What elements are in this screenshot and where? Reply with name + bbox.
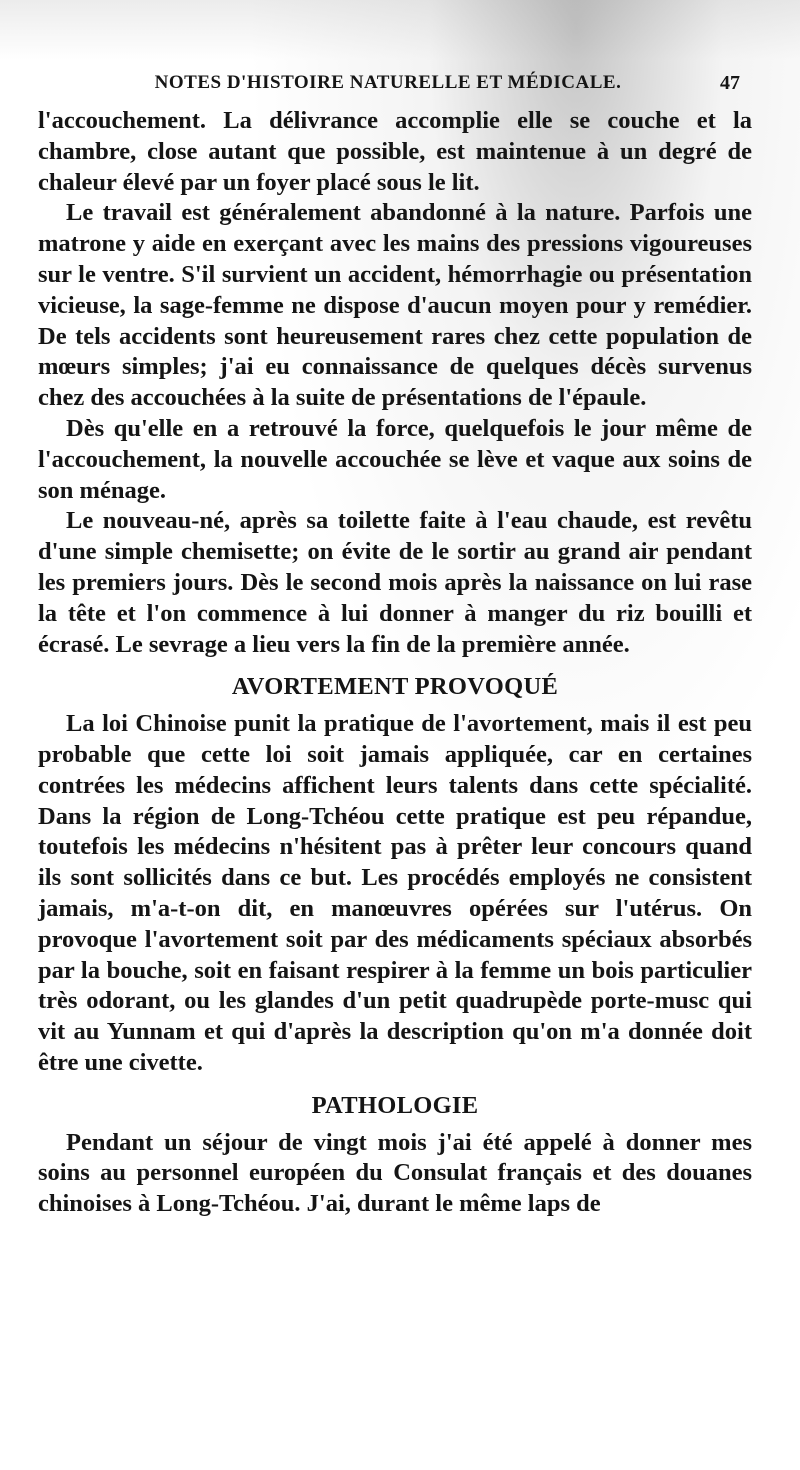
paragraph-avortement: La loi Chinoise punit la pratique de l'avortement, mais il est peu probable que cette loi soit jamais appliquée, car en certaines contrées les médecins affichent leurs talents dans cette spécialité. Dans la région de Long-Tchéou cette pratique est peu répandue, toutefois les médecins n'hésitent pas à prêter leur concours quand ils sont sollicités dans ce but. Les procédés employés ne consistent jamais, m'a-t-on dit, en manœuvres opérées sur l'utérus. On provoque l'avortement soit par des médicaments spéciaux absorbés par la bouche, soit en faisant respirer à la femme un bois particulier très odorant, ou les glandes d'un petit quadrupède porte-musc qui vit au Yunnam et qui d'après la description qu'on m'a donnée doit être une civette. <box>38 710 752 1076</box>
running-title: NOTES D'HISTOIRE NATURELLE ET MÉDICALE. <box>154 72 622 93</box>
section-heading-avortement: AVORTEMENT PROVOQUÉ <box>231 673 559 701</box>
paragraph-pathologie: Pendant un séjour de vingt mois j'ai été appelé à donner mes soins au personnel européen du Consulat français et des douanes chinoises à Long-Tchéou. J'ai, durant le même laps de <box>38 1128 752 1218</box>
paragraph-travail: Le travail est généralement abandonné à la nature. Parfois une matrone y aide en exerçant avec les mains des pressions vigoureuses sur le ventre. S'il survient un accident, hémorrhagie ou présentation vicieuse, la sage-femme ne dispose d'aucun moyen pour y remédier. De tels accidents sont heureusement rares chez cette population de mœurs simples; j'ai eu connaissance de quelques décès survenus chez des accouchées à la suite de présentations de l'épaule. <box>38 199 752 412</box>
page-number: 47 <box>720 72 740 94</box>
page-header <box>48 70 748 100</box>
paragraph-nouveau-ne: Le nouveau-né, après sa toilette faite à l'eau chaude, est revêtu d'une simple chemisette; on évite de le sortir au grand air pendant les premiers jours. Dès le second mois après la naissance on lui rase la tête et l'on commence à lui donner à manger du riz bouilli et écrasé. Le sevrage a lieu vers la fin de la première année. <box>38 507 752 658</box>
section-heading-pathologie: PATHOLOGIE <box>311 1091 479 1119</box>
paragraph-relevailles: Dès qu'elle en a retrouvé la force, quelquefois le jour même de l'accouchement, la nouvelle accouchée se lève et vaque aux soins de son ménage. <box>38 414 752 504</box>
body-text <box>38 106 752 1220</box>
paragraph-continuation: l'accouchement. La délivrance accomplie elle se couche et la chambre, close autant que possible, est maintenue à un degré de chaleur élevé par un foyer placé sous le lit. <box>38 107 752 196</box>
